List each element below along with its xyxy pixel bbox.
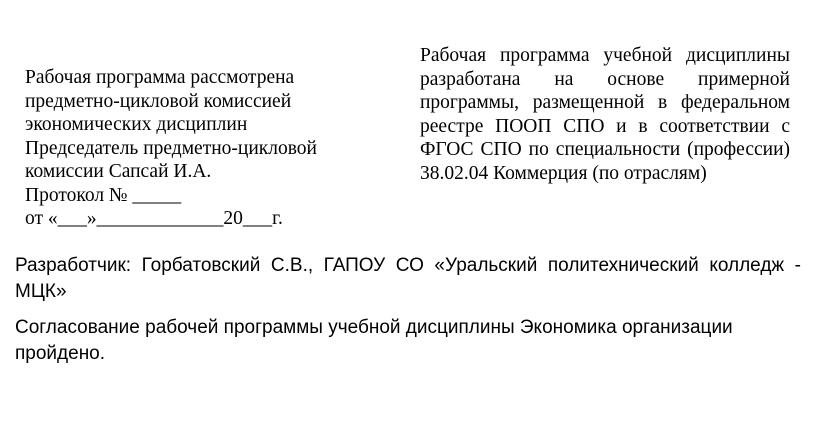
approval-line-2: пройдено. xyxy=(15,343,106,364)
chairman-line: Председатель предметно-цикловой xyxy=(25,137,317,159)
review-line-1: Рабочая программа рассмотрена xyxy=(25,67,295,88)
review-line-3: экономических дисциплин xyxy=(25,114,248,135)
basis-line-4: реестре ПООП СПО и в соответствии с xyxy=(420,115,790,137)
basis-line-3: программы, размещенной в федеральном xyxy=(420,92,790,113)
protocol-date-line: от «___»_____________20___г. xyxy=(25,208,283,229)
developer-paragraph xyxy=(15,253,801,305)
basis-line-6: 38.02.04 Коммерция (по отраслям) xyxy=(420,162,707,184)
approval-line-1: Согласование рабочей программы учебной дисциплины Экономика организации xyxy=(15,317,733,338)
review-line-2: предметно-цикловой комиссией xyxy=(25,90,292,112)
developer-line-2: МЦК» xyxy=(15,281,67,302)
basis-line-2: разработана на основе примерной xyxy=(420,68,790,90)
review-approval-block xyxy=(25,66,355,231)
basis-line-1: Рабочая программа учебной дисциплины xyxy=(420,45,790,66)
developer-line-1: Разработчик: Горбатовский С.В., ГАПОУ СО «Уральский политехнический колледж - xyxy=(15,255,801,276)
protocol-number-line: Протокол № _____ xyxy=(25,184,182,206)
approval-paragraph xyxy=(15,315,801,367)
basis-line-5: ФГОС СПО по специальности (профессии) xyxy=(420,139,790,160)
program-basis-block xyxy=(420,44,790,185)
chairman-name-line: комиссии Сапсай И.А. xyxy=(25,161,212,182)
